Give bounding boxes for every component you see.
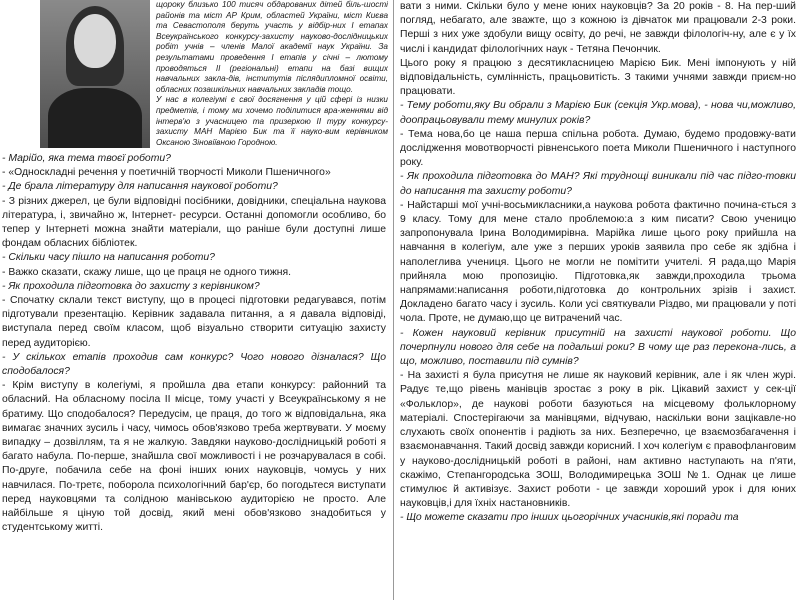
interview-answer: вати з ними. Скільки було у мене юних науковців? За 20 років - 8. На пер-ший погляд, небагато, але зважте, що з кожною із дівчаток ми працювали 2-3 роки. Перші з них уже здобули вищу освіту, до речі, не завжди філологіч-ну, але є у їх числі і кандидат філологічних наук - Тетяна Печончик. [400, 1, 796, 55]
interview-answer: - Спочатку склали текст виступу, що в процесі підготовки редагувався, потім підготували презентацію. Керівник задавала питання, а я давала відповіді, виступала перед своїм класом, щоб візуально створити ситуацію захисту перед аудиторією. [2, 295, 386, 349]
interview-question: - Як проходила підготовка до МАН? Які труднощі виникали під час підго-товки до написання та захисту роботи? [400, 171, 796, 197]
interview-question: - У скількох етапів проходив сам конкурс? Чого нового дізналася? Що сподобалося? [2, 351, 386, 378]
interview-question: - Де брала літературу для написання наукової роботи? [2, 181, 278, 193]
interview-question: - Марійо, яка тема твоєї роботи? [2, 153, 171, 164]
interview-answer: - Тема нова,бо це наша перша спільна робота. Думаю, будемо продовжу-вати дослідження мовотворчості рівненського поета Миколи Пшеничного і наступного року. [400, 128, 796, 169]
interview-question: - Кожен науковий керівник присутній на захисті наукової роботи. Що почерпнули нового для себе на подальші роки? В чому ще раз переконa-лись, а що, можливо, поставили під сумнів? [400, 327, 796, 368]
intro-paragraph: У нас в колегіумі є свої досягнення у цій сфері із низки предметів, і тому ми хочемо поділитися вра-женнями від інтерв'ю з учасницею та призеркою ІІ туру конкурсу-захисту МАН Марією Бик та її науко-вим керівником Оксаною Зіновіївною Городною. [156, 95, 388, 147]
intro-text [156, 0, 388, 148]
interview-answer: - На захисті я була присутня не лише як науковий керівник, але і як член журі. Радує те,що рівень манівців зростає з року в рік. Цікавий захист у сек-ції «Фольклор», де наукові роботи базуються на місцевому фольклорному матеріалі. Спостерігаючи за манівцями, відчуваю, наскільки вони зацікавле-но слухають своїх опонентів і радіють за них. Безперечно, це взаємозбагачення і взаємонавчання. Такий досвід завжди корисний. І хоч колегіум є правофланговим у науково-дослідницькій роботі в районі, нам активно наступають на п'яти, скажімо, Степангородська ЗОШ, Володимирецька ЗОШ №1. Однак це лише стимулює й активізує. Захист роботи - це завжди хороший урок і для юних науковців,і для їхніх настановників. [400, 370, 796, 510]
interview-question: - Як проходила підготовка до захисту з керівником? [2, 280, 260, 292]
interview-answer: - Крім виступу в колегіумі, я пройшла два етапи конкурсу: районний та обласний. На обласному посіла ІІ місце, тому участі у Всеукраїнському я не братиму. Що сподобалося? Передусім, це праця, до того ж відповідальна, яка вимагає значних зусиль і часу, чимось обов'язково треба жертвувати. У моєму випадку – дозвіллям, та я не жалкую. Завдяки науково-дослідницькій роботі я багато набула. По-перше, знайшла свої можливості і не розчарувалася в собі. По-друге, побачила себе на фоні інших юних науковців, чомусь у них навчилася. По-третє, поборола психологічний бар'єр, бо погодьтеся виступати перед науковцями та солідною манівською аудиторією не просто. Але найбільше я ціную той досвід, який мені обов'язково знадобиться у студентському житті. [2, 380, 386, 534]
interview-question: - Тему роботи,яку Ви обрали з Марією Бик (секція Укр.мова), - нова чи,можливо, доопрацьовували тему минулих років? [400, 100, 796, 126]
interview-question: - Що можете сказати про інших цьогорічних учасників,які поради та [400, 512, 739, 524]
interview-answer: - Найстарші мої учні-восьмикласники,а наукова робота фактично почина-ється з 9 класу. Тому для мене стало проблемою:а з ким писати? Свою ученицю запропонувала Ірина Володимирівна. Марійка лише цього року прийшла на навчання в колегіум, але уже з перших уроків заявила про себе як здібна і наполеглива учениця. Цього не могли не помітити учителі. Я рада,що Марія прийняла мою пропозицію. Підготовка,як завжди,проходила трьома напрямами:написання роботи,підготовка до контрольних зрізів і захист. Докладено багато часу і зусиль. Коли усі святкували Різдво, ми працювали у поті чола. Проте, не думаю,що це витрачений час. [400, 199, 796, 325]
interview-answer: - «Односкладні речення у поетичній творчості Миколи Пшеничного» [2, 167, 331, 179]
interview-question: - Скільки часу пішло на написання роботи? [2, 252, 215, 264]
column-divider [393, 0, 394, 600]
interview-answer: - Важко сказати, скажу лише, що це праця не одного тижня. [2, 266, 292, 278]
left-column [0, 0, 388, 600]
interview-teacher [400, 0, 796, 526]
interview-answer: - З різних джерел, це були відповідні посібники, довідники, спеціальна наукова література, і, звичайно ж, Інтернет- ресурси. Останні допомогли особливо, бо тепер у Інтернеті можна знайти матеріали, що раніше були доступні лише фондам обласних бібліотек. [2, 195, 386, 250]
right-column [400, 0, 796, 600]
interview-answer: Цього року я працюю з десятикласницею Марією Бик. Мені імпонують у ній відповідальність, сумлінність, працьовитість. З такими учнями завжди приєм-но працювати. [400, 57, 796, 98]
intro-paragraph: щороку близько 100 тисяч обдарованих дітей біль-шості районів та міст АР Крим, областей України, міст Києва та Севастополя беруть участь у відбір-них І етапах Всеукраїнського конкурсу-захисту науково-дослідницьких робіт учнів – членів Малої академії наук України. За результатами проведення І етапів у січні – лютому проводяться ІІ (регіональні) етапи на базі вищих навчальних закла-дів, інститутів післядипломної освіти, обласних позашкільних навчальних закладів тощо. [156, 0, 388, 94]
student-photo [40, 0, 150, 148]
interview-student [2, 152, 386, 535]
